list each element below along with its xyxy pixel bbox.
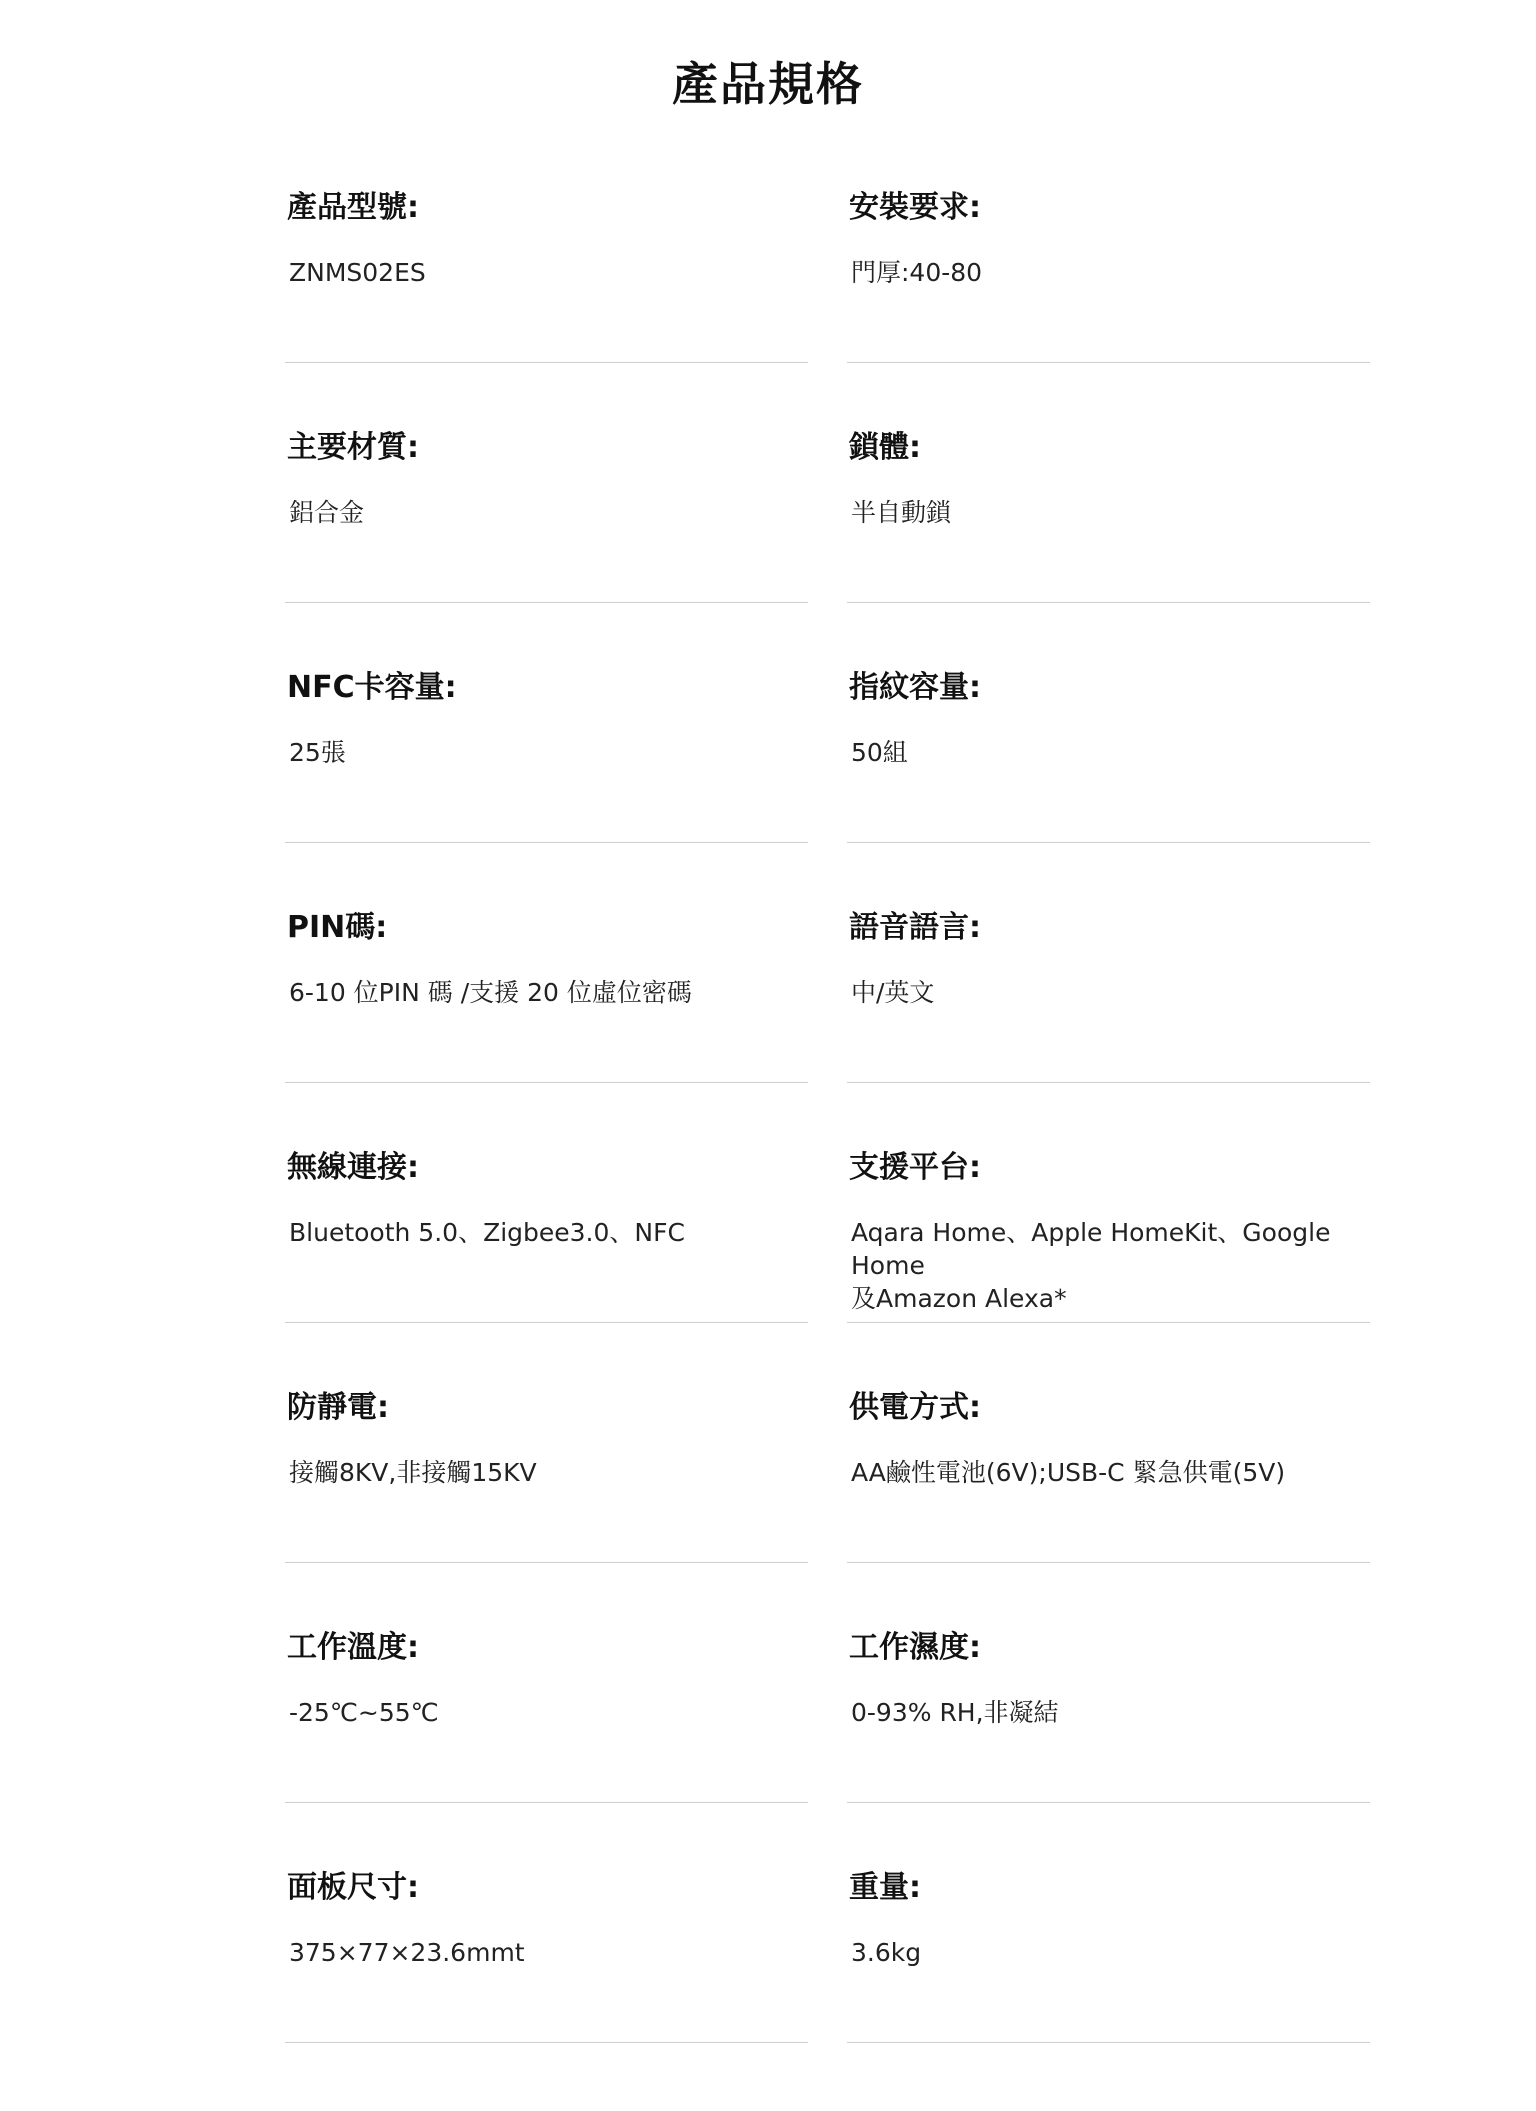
spec-value: 半自動鎖 <box>851 498 952 527</box>
spec-power-supply <box>847 1374 1370 1563</box>
spec-grid <box>285 174 1370 2094</box>
spec-label: PIN碼: <box>287 910 388 945</box>
spec-value: 25張 <box>289 738 346 767</box>
spec-voice-language <box>847 894 1370 1083</box>
spec-value: -25℃~55℃ <box>289 1698 439 1727</box>
spec-label: 產品型號: <box>287 190 419 225</box>
spec-label: 主要材質: <box>287 430 419 465</box>
spec-value: ZNMS02ES <box>289 258 426 287</box>
spec-anti-static <box>285 1374 808 1563</box>
spec-label: 語音語言: <box>849 910 981 945</box>
spec-value: Aqara Home、Apple HomeKit、Google Home 及Amazon Alexa* <box>851 1218 1331 1313</box>
page-title: 產品規格 <box>672 57 864 111</box>
spec-label: 指紋容量: <box>849 670 981 705</box>
spec-label: 安裝要求: <box>849 190 981 225</box>
spec-supported-platforms <box>847 1134 1370 1323</box>
spec-value: 3.6kg <box>851 1938 922 1967</box>
spec-value: 接觸8KV,非接觸15KV <box>289 1458 537 1487</box>
spec-pin-code <box>285 894 808 1083</box>
spec-label: 支援平台: <box>849 1150 981 1185</box>
spec-label: 重量: <box>849 1870 921 1905</box>
spec-value: 中/英文 <box>851 978 935 1007</box>
spec-main-material <box>285 414 808 603</box>
spec-lock-body <box>847 414 1370 603</box>
spec-value: 375×77×23.6mmt <box>289 1938 525 1967</box>
spec-value: 門厚:40-80 <box>851 258 983 287</box>
spec-label: 面板尺寸: <box>287 1870 419 1905</box>
spec-label: 防靜電: <box>287 1390 389 1425</box>
spec-value: AA鹼性電池(6V);USB-C 緊急供電(5V) <box>851 1458 1286 1487</box>
spec-label: 工作濕度: <box>849 1630 981 1665</box>
spec-installation-requirement <box>847 174 1370 363</box>
spec-weight <box>847 1854 1370 2043</box>
spec-value: 0-93% RH,非凝結 <box>851 1698 1059 1727</box>
spec-label: 供電方式: <box>849 1390 981 1425</box>
spec-model-number <box>285 174 808 363</box>
spec-label: 工作溫度: <box>287 1630 419 1665</box>
spec-fingerprint-capacity <box>847 654 1370 843</box>
spec-label: 無線連接: <box>287 1150 419 1185</box>
spec-value: 6-10 位PIN 碼 /支援 20 位虛位密碼 <box>289 978 692 1007</box>
spec-label: 鎖體: <box>849 430 921 465</box>
spec-label: NFC卡容量: <box>287 670 457 705</box>
spec-operating-temperature <box>285 1614 808 1803</box>
spec-value: Bluetooth 5.0、Zigbee3.0、NFC <box>289 1218 685 1247</box>
spec-wireless-connection <box>285 1134 808 1323</box>
spec-value: 鋁合金 <box>289 498 365 527</box>
spec-value: 50組 <box>851 738 908 767</box>
spec-panel-dimensions <box>285 1854 808 2043</box>
spec-nfc-capacity <box>285 654 808 843</box>
spec-operating-humidity <box>847 1614 1370 1803</box>
